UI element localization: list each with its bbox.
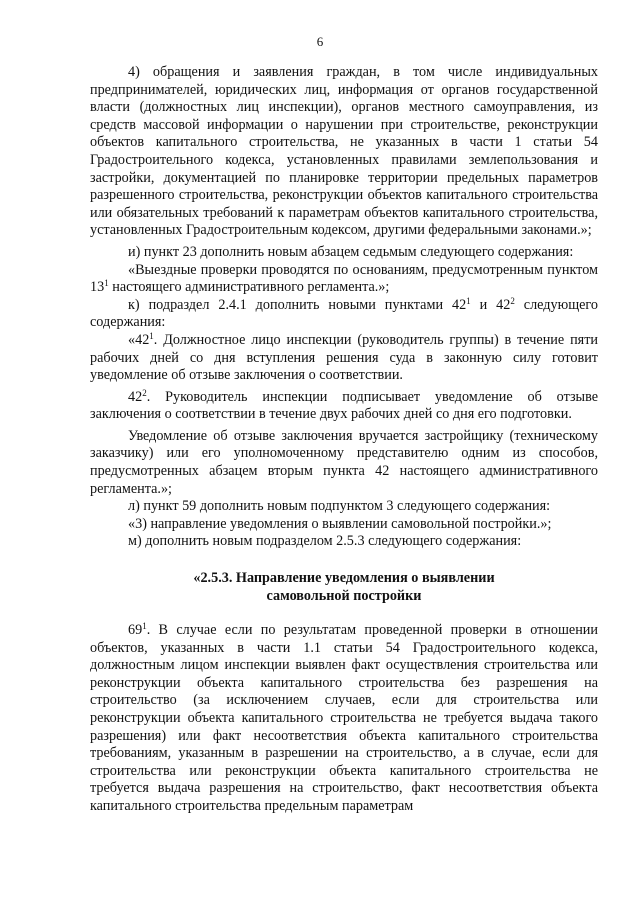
paragraph-item-l: л) пункт 59 дополнить новым подпунктом 3 следующего содержания: (128, 498, 551, 515)
text-segment: «Выездные проверки проводятся по основаниям, предусмотренным пунктом 13 (90, 261, 598, 296)
section-heading-line-2: самовольной постройки (266, 588, 422, 605)
text-segment: настоящего административного регламента.»; (108, 279, 390, 296)
text-segment: 69 (128, 622, 143, 639)
section-heading (90, 569, 598, 605)
superscript: 1 (104, 278, 109, 289)
document-body (90, 64, 598, 816)
superscript: 1 (466, 295, 471, 306)
paragraph-notice-delivery: Уведомление об отзыве заключения вручается застройщику (техническому заказчику) или его уполномоченному представителю одним из способов, предусмотренных абзацем вторым пункта 42 настоящего административного регламента.»; (90, 427, 598, 497)
text-segment: . В случае если по результатам проведенной проверки в отношении объектов, указанных в части 1.1 статьи 54 Градостроительного кодекса, должностным лицом инспекции выявлен факт осуществления строительства или реконструкции объекта капитального строительства без разрешения на строительство (за исключением случаев, если для строительства или реконструкции объекта капитального строительства не требуется выдача такого разрешения) или факт несоответствия объекта капитального строительства требованиям, указанным в разрешении на строительство, а в случае, если для строительства или реконструкции объекта капитального строительства не требуется выдача разрешения на строительство, факт несоответствия объекта капитального строительства предельным параметрам (90, 622, 598, 814)
text-segment: . Руководитель инспекции подписывает уведомление об отзыве заключения о соответствии в течение двух рабочих дней со дня его подготовки. (90, 388, 598, 423)
superscript: 1 (149, 330, 154, 341)
superscript: 2 (142, 387, 147, 398)
text-segment: к) подраздел 2.4.1 дополнить новыми пунктами 42 (128, 296, 467, 313)
superscript: 1 (142, 621, 147, 632)
section-heading-line-1: «2.5.3. Направление уведомления о выявлении (193, 570, 495, 587)
paragraph-item-4: 4) обращения и заявления граждан, в том числе индивидуальных предпринимателей, юридических лиц, информация от органов государственной власти (должностных лиц инспекции), органов местного самоуправления, из средств массовой информации о нарушении при строительстве, реконструкции объектов капитального строительства, не указанных в части 1 статьи 54 Градостроительного кодекса, установленных правилами землепользования и застройки, документацией по планировке территории предельных параметров разрешенного строительства, реконструкции объектов капитального строительства или обязательных требований к параметрам объектов капитального строительства, установленных Градостроительным кодексом, другими федеральными законами.»; (90, 64, 598, 239)
paragraph-item-k (90, 297, 598, 332)
paragraph-69-1 (90, 622, 598, 816)
paragraph-quote-field-checks (90, 262, 598, 297)
text-segment: «42 (128, 331, 150, 348)
text-segment: и 42 (470, 296, 511, 313)
text-segment: 42 (128, 388, 143, 405)
text-segment: . Должностное лицо инспекции (руководитель группы) в течение пяти рабочих дней со дня вступления решения суда в законную силу готовит уведомление об отзыве заключения о соответствии. (90, 331, 598, 384)
text-segment: следующего содержания: (90, 296, 598, 331)
paragraph-subitem-3: «3) направление уведомления о выявлении самовольной постройки.»; (128, 515, 552, 532)
superscript: 2 (510, 295, 515, 306)
paragraph-42-2 (90, 389, 598, 424)
paragraph-item-m: м) дополнить новым подразделом 2.5.3 следующего содержания: (128, 533, 522, 550)
paragraph-item-i: и) пункт 23 дополнить новым абзацем седьмым следующего содержания: (128, 243, 574, 260)
page-number: 6 (316, 34, 324, 49)
paragraph-42-1 (90, 332, 598, 385)
